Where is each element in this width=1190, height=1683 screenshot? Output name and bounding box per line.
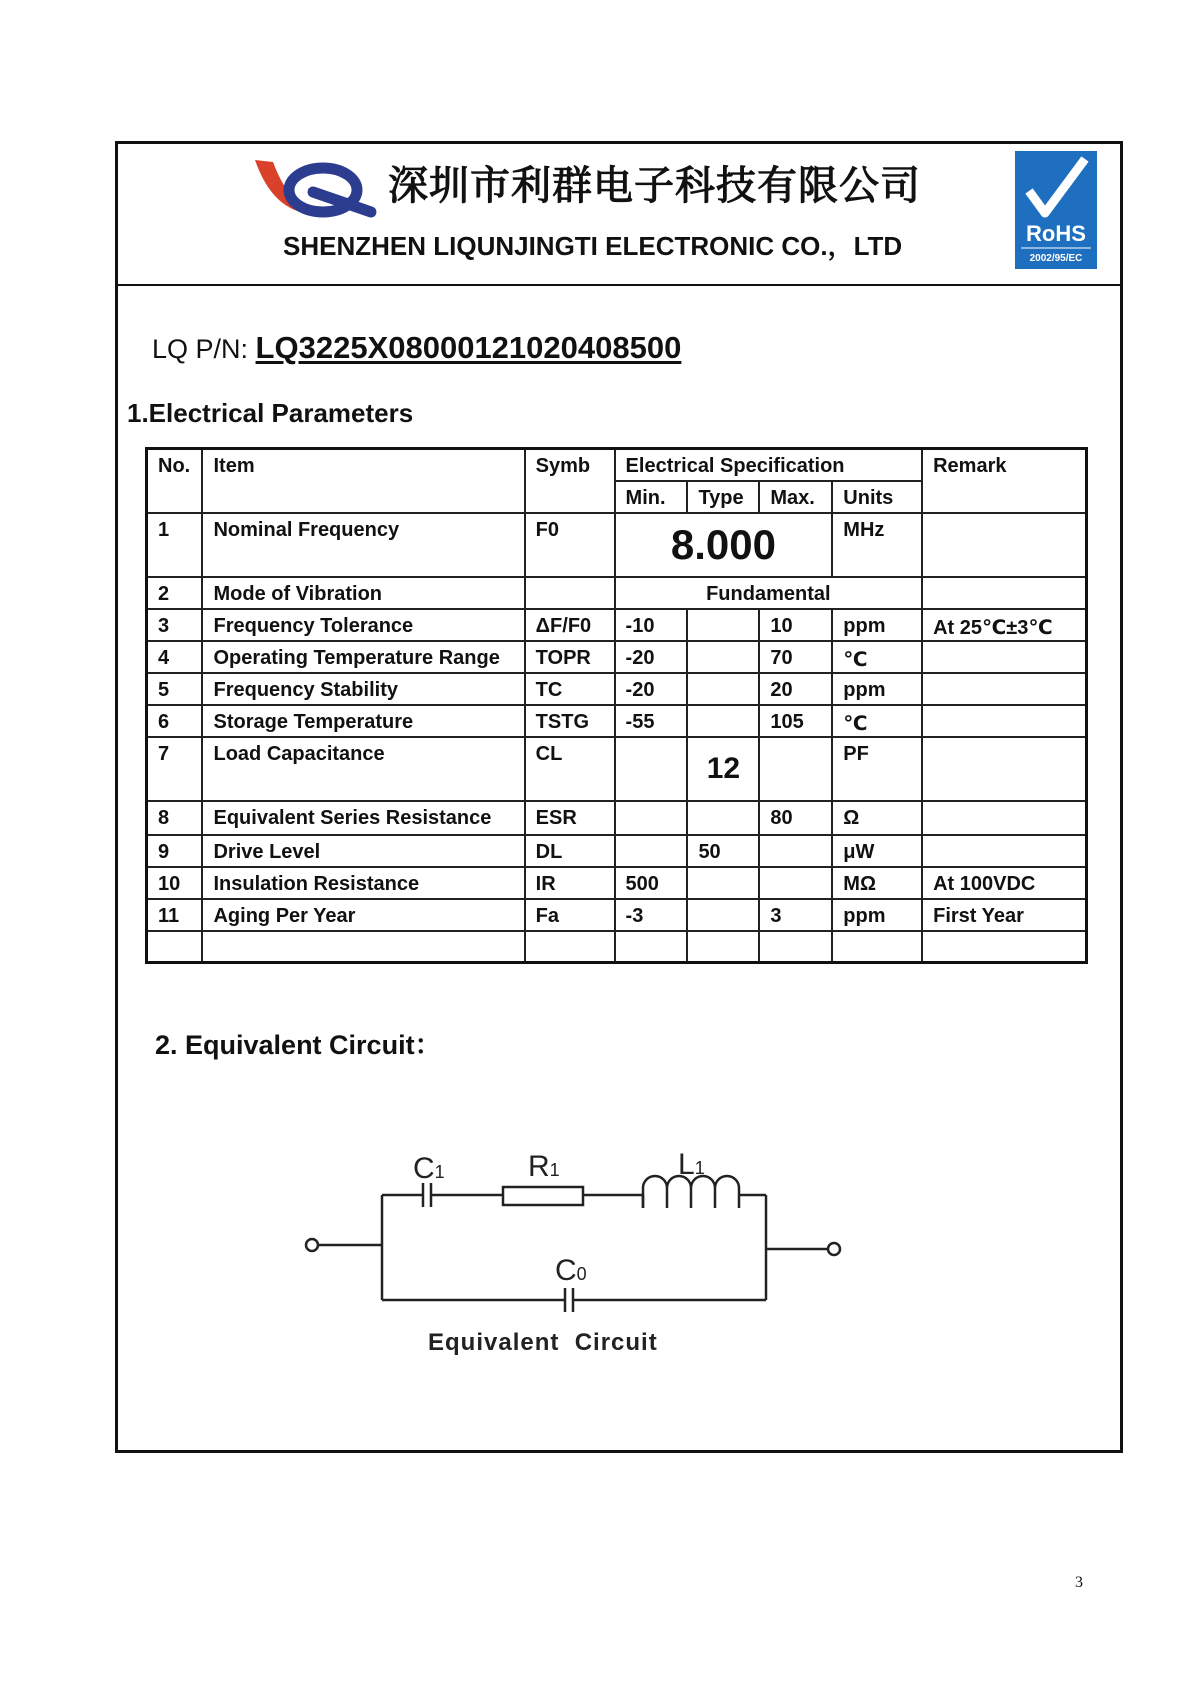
row-item: Frequency Tolerance	[202, 609, 524, 641]
row-units: ppm	[832, 609, 922, 641]
label-c0: C0	[555, 1254, 587, 1287]
row-max: 20	[759, 673, 832, 705]
right-terminal-icon	[828, 1243, 840, 1255]
electrical-parameters-table	[145, 447, 1088, 964]
row-item: Frequency Stability	[202, 673, 524, 705]
row-min: -3	[615, 899, 688, 931]
row-units: ppm	[832, 673, 922, 705]
header-no: No.	[147, 449, 203, 513]
row-remark	[922, 835, 1086, 867]
rohs-text: RoHS	[1026, 221, 1086, 246]
page-number: 3	[1075, 1574, 1083, 1591]
row-no: 11	[147, 899, 203, 931]
row-max: 10	[759, 609, 832, 641]
table-row	[147, 609, 1087, 641]
row-remark	[922, 577, 1086, 609]
row-min: -20	[615, 641, 688, 673]
row-min: -55	[615, 705, 688, 737]
header	[118, 144, 1120, 286]
row-max	[759, 867, 832, 899]
row-units: PF	[832, 737, 922, 801]
row-type: 50	[687, 835, 759, 867]
row-symb: F0	[525, 513, 615, 577]
row-max: 3	[759, 899, 832, 931]
section-title-electrical: 1.Electrical Parameters	[127, 398, 414, 428]
row-symb: DL	[525, 835, 615, 867]
row-remark: At 25℃±3℃	[922, 609, 1086, 641]
row-no: 5	[147, 673, 203, 705]
table-row	[147, 577, 1087, 609]
row-item: Storage Temperature	[202, 705, 524, 737]
row-no: 9	[147, 835, 203, 867]
company-name-english: SHENZHEN LIQUNJINGTI ELECTRONIC CO.，LTD	[283, 231, 903, 261]
row-symb: Fa	[525, 899, 615, 931]
row-remark	[922, 705, 1086, 737]
table-row	[147, 513, 1087, 577]
row-min	[615, 737, 688, 801]
part-number-label: LQ P/N:	[152, 334, 249, 364]
table-row-empty	[147, 931, 1087, 963]
row-item: Insulation Resistance	[202, 867, 524, 899]
row-remark: First Year	[922, 899, 1086, 931]
row-min: -20	[615, 673, 688, 705]
row-type: 12	[687, 737, 759, 801]
row-units: ppm	[832, 899, 922, 931]
row-symb	[525, 577, 615, 609]
row-remark: At 100VDC	[922, 867, 1086, 899]
row-min	[615, 801, 688, 835]
row-type	[687, 609, 759, 641]
row-no: 4	[147, 641, 203, 673]
equivalent-circuit-diagram	[300, 1140, 880, 1370]
company-name-chinese: 深圳市利群电子科技有限公司	[388, 162, 921, 209]
row-units: ℃	[832, 641, 922, 673]
row-symb: ΔF/F0	[525, 609, 615, 641]
row-no: 8	[147, 801, 203, 835]
row-item: Operating Temperature Range	[202, 641, 524, 673]
part-number-value: LQ3225X08000121020408500	[255, 330, 682, 365]
header-spec: Electrical Specification	[615, 449, 923, 481]
row-no: 6	[147, 705, 203, 737]
header-min: Min.	[615, 481, 688, 513]
row-item: Aging Per Year	[202, 899, 524, 931]
row-units: ℃	[832, 705, 922, 737]
row-min: -10	[615, 609, 688, 641]
row-max: 105	[759, 705, 832, 737]
table-row	[147, 867, 1087, 899]
row-symb: TSTG	[525, 705, 615, 737]
label-r1: R1	[528, 1150, 560, 1183]
row-symb: IR	[525, 867, 615, 899]
table-row	[147, 899, 1087, 931]
row-type	[687, 899, 759, 931]
section-title-circuit: 2. Equivalent Circuit：	[155, 1030, 442, 1060]
row-no: 3	[147, 609, 203, 641]
row-units: μW	[832, 835, 922, 867]
circuit-caption: Equivalent Circuit	[428, 1329, 658, 1356]
row-max: 80	[759, 801, 832, 835]
header-remark: Remark	[922, 449, 1086, 513]
label-c1: C1	[413, 1152, 445, 1185]
resistor-r1	[503, 1187, 583, 1205]
table-row	[147, 835, 1087, 867]
row-type	[687, 867, 759, 899]
row-no: 10	[147, 867, 203, 899]
row-remark	[922, 673, 1086, 705]
row-symb: TC	[525, 673, 615, 705]
row-value: Fundamental	[615, 577, 923, 609]
row-min: 500	[615, 867, 688, 899]
row-symb: TOPR	[525, 641, 615, 673]
row-symb: CL	[525, 737, 615, 801]
row-max	[759, 835, 832, 867]
row-no: 7	[147, 737, 203, 801]
row-units: MHz	[832, 513, 922, 577]
row-type	[687, 641, 759, 673]
table-row	[147, 801, 1087, 835]
part-number	[152, 330, 681, 366]
row-max: 70	[759, 641, 832, 673]
row-type	[687, 801, 759, 835]
row-type	[687, 673, 759, 705]
lq-logo	[253, 152, 383, 222]
header-max: Max.	[759, 481, 832, 513]
table-row	[147, 705, 1087, 737]
row-item: Drive Level	[202, 835, 524, 867]
label-l1: L1	[678, 1148, 705, 1181]
row-remark	[922, 737, 1086, 801]
row-type	[687, 705, 759, 737]
row-remark	[922, 513, 1086, 577]
rohs-badge	[1015, 151, 1097, 269]
table-row	[147, 641, 1087, 673]
row-item: Mode of Vibration	[202, 577, 524, 609]
header-units: Units	[832, 481, 922, 513]
rohs-code: 2002/95/EC	[1029, 253, 1083, 264]
table-row	[147, 673, 1087, 705]
header-item: Item	[202, 449, 524, 513]
row-no: 1	[147, 513, 203, 577]
row-remark	[922, 801, 1086, 835]
row-item: Nominal Frequency	[202, 513, 524, 577]
row-no: 2	[147, 577, 203, 609]
row-units: MΩ	[832, 867, 922, 899]
left-terminal-icon	[306, 1239, 318, 1251]
row-min	[615, 835, 688, 867]
row-symb: ESR	[525, 801, 615, 835]
table-row	[147, 737, 1087, 801]
header-symb: Symb	[525, 449, 615, 513]
header-type: Type	[687, 481, 759, 513]
row-units: Ω	[832, 801, 922, 835]
row-max	[759, 737, 832, 801]
row-value: 8.000	[615, 513, 833, 577]
row-item: Equivalent Series Resistance	[202, 801, 524, 835]
row-remark	[922, 641, 1086, 673]
row-item: Load Capacitance	[202, 737, 524, 801]
